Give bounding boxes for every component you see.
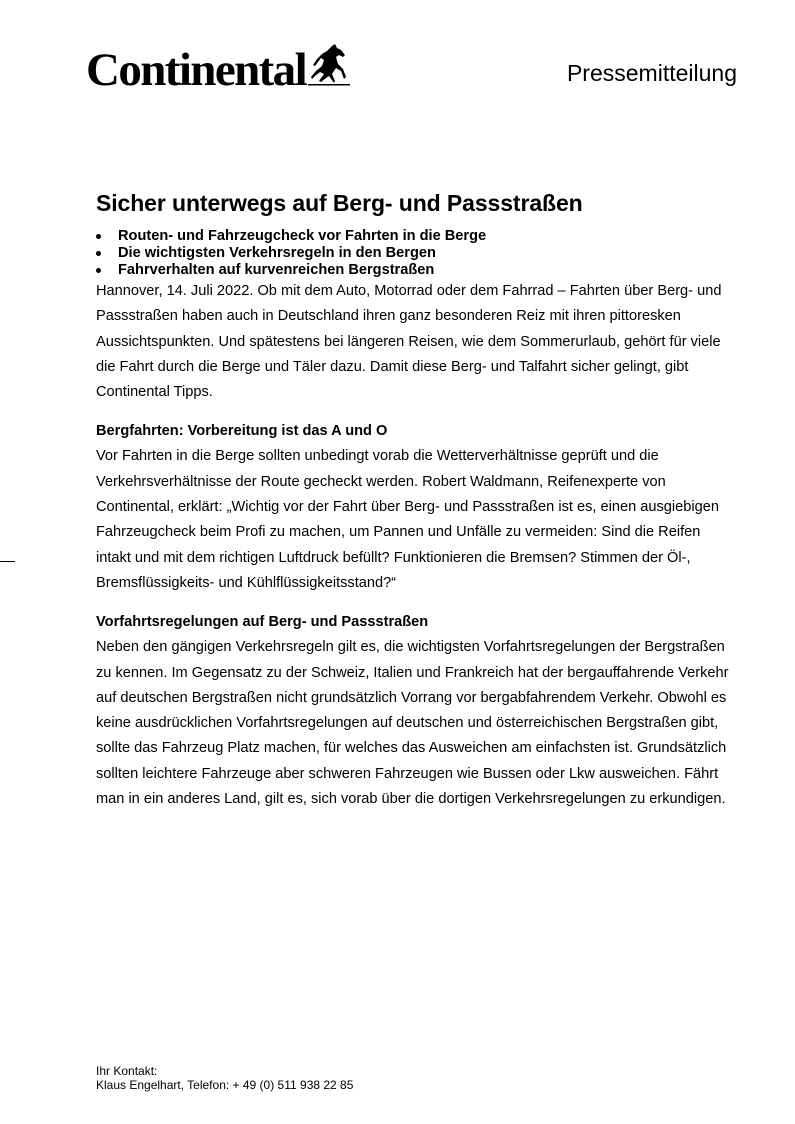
key-point-text: Routen- und Fahrzeugcheck vor Fahrten in die Berge xyxy=(118,228,487,244)
bullet-icon xyxy=(96,251,101,256)
key-point-item xyxy=(96,245,736,262)
key-point-text: Die wichtigsten Verkehrsregeln in den Bergen xyxy=(118,245,436,261)
document-type-label: Pressemitteilung xyxy=(566,60,737,86)
logo-wordmark: Continental xyxy=(86,44,307,96)
key-point-text: Fahrverhalten auf kurvenreichen Bergstraßen xyxy=(118,262,435,278)
contact-details: Klaus Engelhart, Telefon: + 49 (0) 511 938 22 85 xyxy=(96,1078,354,1092)
contact-block xyxy=(96,1064,353,1092)
fold-mark xyxy=(0,561,15,562)
key-point-item xyxy=(96,262,736,279)
page-title: Sicher unterwegs auf Berg- und Passstraßen xyxy=(96,190,583,216)
press-release-body xyxy=(96,186,736,812)
section-paragraph: Neben den gängigen Verkehrsregeln gilt es, die wichtigsten Vorfahrtsregelungen der Bergstraßen zu kennen. Im Gegensatz zu der Schweiz, Italien und Frankreich hat der bergauffahrende Verkehr auf deutschen Bergstraßen nicht grundsätzlich Vorrang vor bergabfahrendem Verkehr. Obwohl es keine ausdrücklichen Vorfahrtsregelungen auf deutschen und österreichischen Bergstraßen gibt, sollte das Fahrzeug Platz machen, für welches das Ausweichen am einfachsten ist. Grundsätzlich sollten leichtere Fahrzeuge aber schweren Fahrzeugen wie Bussen oder Lkw ausweichen. Fährt man in ein anderes Land, gilt es, sich vorab über die dortigen Verkehrsregelungen zu erkundigen. xyxy=(96,639,729,808)
key-points-list xyxy=(96,228,736,279)
section-heading: Bergfahrten: Vorbereitung ist das A und O xyxy=(96,423,388,440)
bullet-icon xyxy=(96,268,101,273)
key-point-item xyxy=(96,228,736,245)
section-paragraph: Vor Fahrten in die Berge sollten unbedingt vorab die Wetterverhältnisse geprüft und die Verkehrsverhältnisse der Route gecheckt werden. Robert Waldmann, Reifenexperte von Continental, erklärt: „Wichtig vor der Fahrt über Berg- und Passstraßen ist es, einen ausgiebigen Fahrzeugcheck beim Profi zu machen, um Pannen und Unfälle zu vermeiden: Sind die Reifen intakt und mit dem richtigen Luftdruck befüllt? Funktionieren die Bremsen? Stimmen der Öl-, Bremsflüssigkeits- und Kühlflüssigkeitsstand?“ xyxy=(96,448,719,591)
intro-paragraph: Hannover, 14. Juli 2022. Ob mit dem Auto, Motorrad oder dem Fahrrad – Fahrten über Berg- und Passstraßen haben auch in Deutschland ihren ganz besonderen Reiz mit ihren pittoresken Aussichtspunkten. Und spätestens bei längeren Reisen, wie dem Sommerurlaub, gehört für viele die Fahrt durch die Berge und Täler dazu. Damit diese Berg- und Talfahrt sicher gelingt, gibt Continental Tipps. xyxy=(96,283,722,401)
rearing-horse-icon xyxy=(308,44,350,88)
bullet-icon xyxy=(96,234,101,239)
section-heading: Vorfahrtsregelungen auf Berg- und Passstraßen xyxy=(96,614,429,631)
contact-label: Ihr Kontakt: xyxy=(96,1064,158,1078)
continental-logo xyxy=(86,42,350,98)
